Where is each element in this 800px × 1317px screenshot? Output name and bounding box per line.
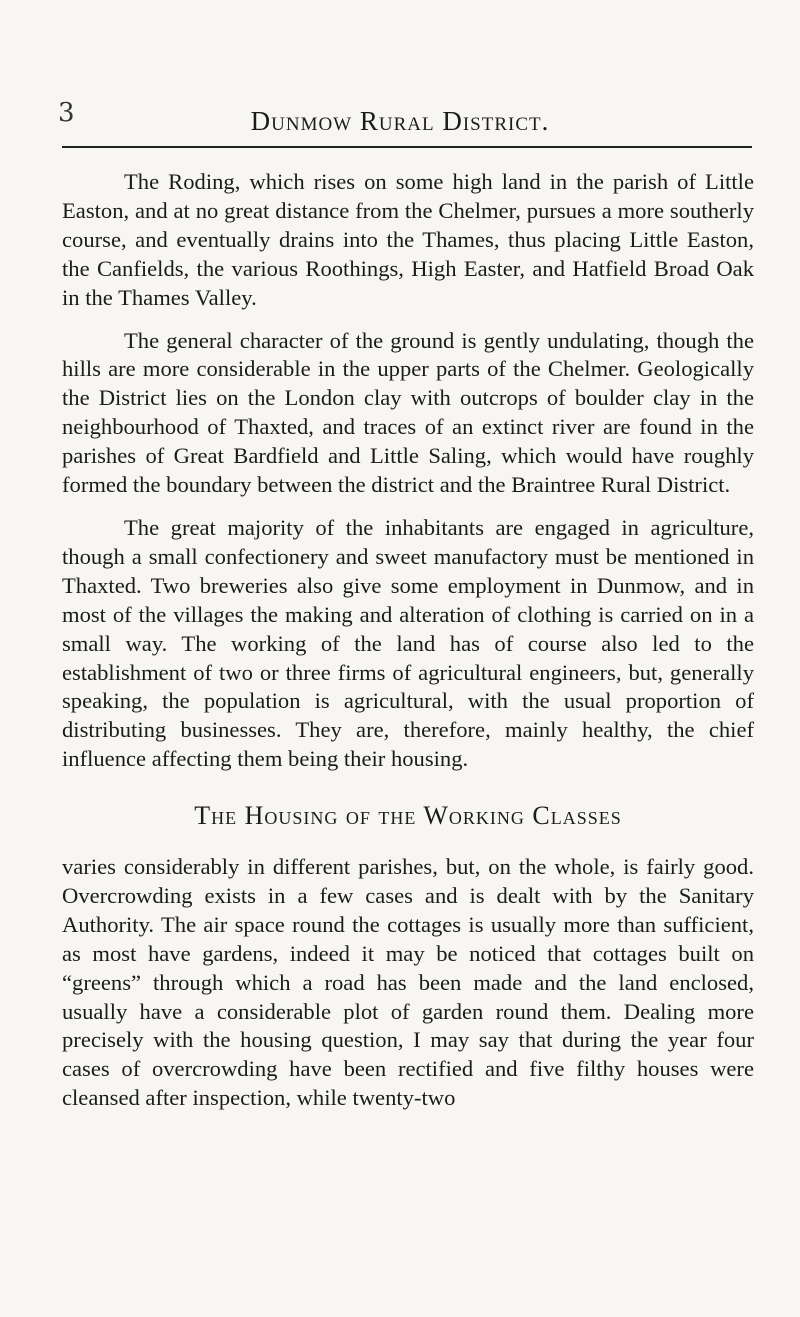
running-head-text: Dunmow Rural District. bbox=[250, 106, 550, 136]
paragraph-roding: The Roding, which rises on some high land in the parish of Little Easton, and at no great distance from the Chelmer, pursues a more southerly course, and eventually drains into the Thames, thus placing Little Easton, the Canfields, the various Roothings, High Easter, and Hatfield Broad Oak in the Thames Valley. bbox=[62, 169, 754, 310]
section-heading: The Housing of the Working Classes bbox=[194, 801, 622, 831]
paragraph-housing: varies considerably in different parishes, but, on the whole, is fairly good. Overcrowding exists in a few cases and is dealt with by the Sanitary Authority. The air space round the cottages is usually more than sufficient, as most have gardens, indeed it may be noticed that cottages built on “greens” through which a road has been made and the land enclosed, usually have a considerable plot of garden round them. Dealing more precisely with the housing question, I may say that during the year four cases of overcrowding have been rectified and five filthy houses were cleansed after inspection, while twenty-two bbox=[62, 854, 754, 1111]
header-rule bbox=[62, 146, 752, 148]
page-number: 3 bbox=[58, 98, 75, 128]
running-head bbox=[0, 106, 800, 137]
body-text bbox=[62, 168, 754, 1127]
paragraph-ground-character: The general character of the ground is gently undulating, though the hills are more considerable in the upper parts of the Chelmer. Geologically the District lies on the London clay with outcrops of boulder clay in the neighbourhood of Thaxted, and traces of an extinct river are found in the parishes of Great Bardfield and Little Saling, which would have roughly formed the boundary between the district and the Braintree Rural District. bbox=[62, 327, 754, 498]
paragraph-inhabitants: The great majority of the inhabitants are engaged in agriculture, though a small confectionery and sweet manufactory must be mentioned in Thaxted. Two breweries also give some employment in Dunmow, and in most of the villages the making and alteration of clothing is carried on in a small way. The working of the land has of course also led to the establishment of two or three firms of agricultural engineers, but, generally speaking, the population is agricultural, with the usual proportion of distributing businesses. They are, therefore, mainly healthy, the chief influence affecting them being their housing. bbox=[62, 514, 754, 772]
